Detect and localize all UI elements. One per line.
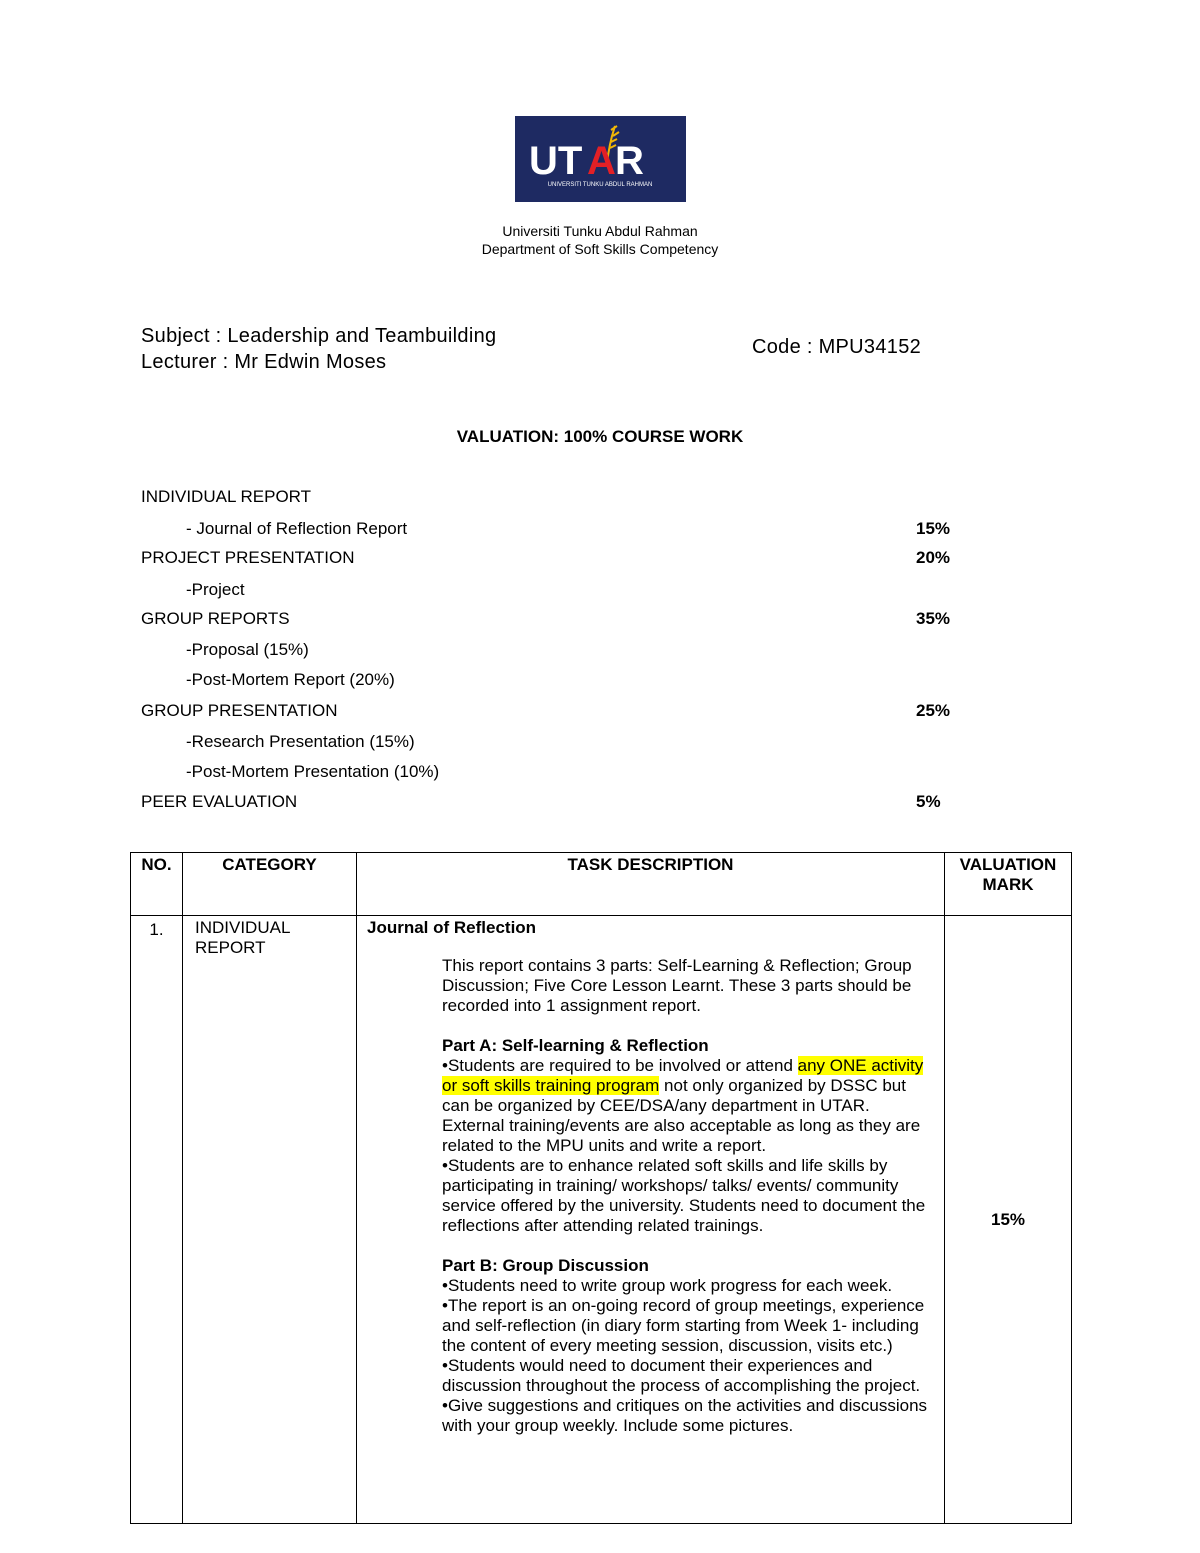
row-valuation: 15%: [945, 916, 1072, 1524]
part-b-bullet-3: •Students would need to document their experiences and discussion throughout the process of accomplishing the project.: [442, 1356, 921, 1395]
table-row: [131, 916, 1072, 1524]
task-heading: Journal of Reflection: [367, 918, 537, 937]
allocation-item: -Post-Mortem Report (20%): [186, 670, 395, 689]
row-task-description: [357, 916, 945, 1524]
header-no: NO.: [131, 853, 183, 916]
allocation-item: GROUP PRESENTATION: [141, 701, 338, 720]
course-code: Code : MPU34152: [752, 336, 922, 358]
university-name: Universiti Tunku Abdul Rahman: [502, 223, 698, 239]
allocation-item: -Research Presentation (15%): [186, 732, 415, 751]
allocation-item: -Project: [186, 580, 245, 599]
allocation-pct: 5%: [916, 792, 941, 811]
department-name: Department of Soft Skills Competency: [481, 241, 719, 257]
task-body: [442, 956, 934, 1436]
svg-text:A: A: [587, 139, 616, 183]
allocation-pct: 20%: [916, 548, 951, 567]
part-b-title: Part B: Group Discussion: [442, 1256, 649, 1275]
utar-logo: [515, 116, 686, 202]
header-category: CATEGORY: [183, 853, 357, 916]
allocation-pct: 15%: [916, 519, 951, 538]
valuation-title: VALUATION: 100% COURSE WORK: [456, 427, 744, 446]
task-intro: This report contains 3 parts: Self-Learning & Reflection; Group Discussion; Five Core Lesson Learnt. These 3 parts should be recorded into 1 assignment report.: [442, 956, 912, 1015]
task-table: [130, 852, 1072, 1524]
part-b-bullet-4: •Give suggestions and critiques on the activities and discussions with your group weekly. Include some pictures.: [442, 1396, 928, 1435]
row-category: INDIVIDUAL REPORT: [183, 916, 357, 1524]
allocation-item: - Journal of Reflection Report: [186, 519, 408, 538]
row-number: 1.: [131, 916, 183, 1524]
part-a-bullet-2: •Students are to enhance related soft skills and life skills by participating in training/ workshops/ talks/ events/ community service offered by the university. Students need to document the reflections after attending related trainings.: [442, 1156, 926, 1235]
part-a-bullet-1: [442, 1056, 934, 1156]
highlighted-text: any ONE activity or soft skills training program: [442, 1056, 924, 1095]
allocation-item: INDIVIDUAL REPORT: [141, 487, 312, 506]
part-b-bullet-1: •Students need to write group work progress for each week.: [442, 1276, 893, 1295]
bullet-text: not only organized by DSSC but can be organized by CEE/DSA/any department in UTAR. External training/events are also acceptable as long as they are related to the MPU units and write a report.: [442, 1076, 921, 1155]
part-a-title: Part A: Self-learning & Reflection: [442, 1036, 709, 1055]
allocation-item: PEER EVALUATION: [141, 792, 298, 811]
allocation-pct: 25%: [916, 701, 951, 720]
header-valuation: VALUATION MARK: [945, 853, 1072, 916]
allocation-item: -Post-Mortem Presentation (10%): [186, 762, 440, 781]
table-header-row: [131, 853, 1072, 916]
allocation-item: GROUP REPORTS: [141, 609, 290, 628]
lecturer-line: Lecturer : Mr Edwin Moses: [141, 351, 387, 373]
bullet-text: •Students are required to be involved or attend: [442, 1056, 798, 1075]
course-info: [141, 323, 496, 375]
header-task: TASK DESCRIPTION: [357, 853, 945, 916]
svg-text:UT: UT: [529, 139, 583, 183]
allocation-item: -Proposal (15%): [186, 640, 309, 659]
allocation-pct: 35%: [916, 609, 951, 628]
allocation-item: PROJECT PRESENTATION: [141, 548, 355, 567]
subject-line: Subject : Leadership and Teambuilding: [141, 325, 497, 347]
svg-text:R: R: [615, 139, 644, 183]
logo-subtext: UNIVERSITI TUNKU ABDUL RAHMAN: [547, 182, 653, 188]
part-b-bullet-2: •The report is an on-going record of group meetings, experience and self-reflection (in diary form starting from Week 1- including the content of every meeting session, discussion, visits etc.): [442, 1296, 925, 1355]
